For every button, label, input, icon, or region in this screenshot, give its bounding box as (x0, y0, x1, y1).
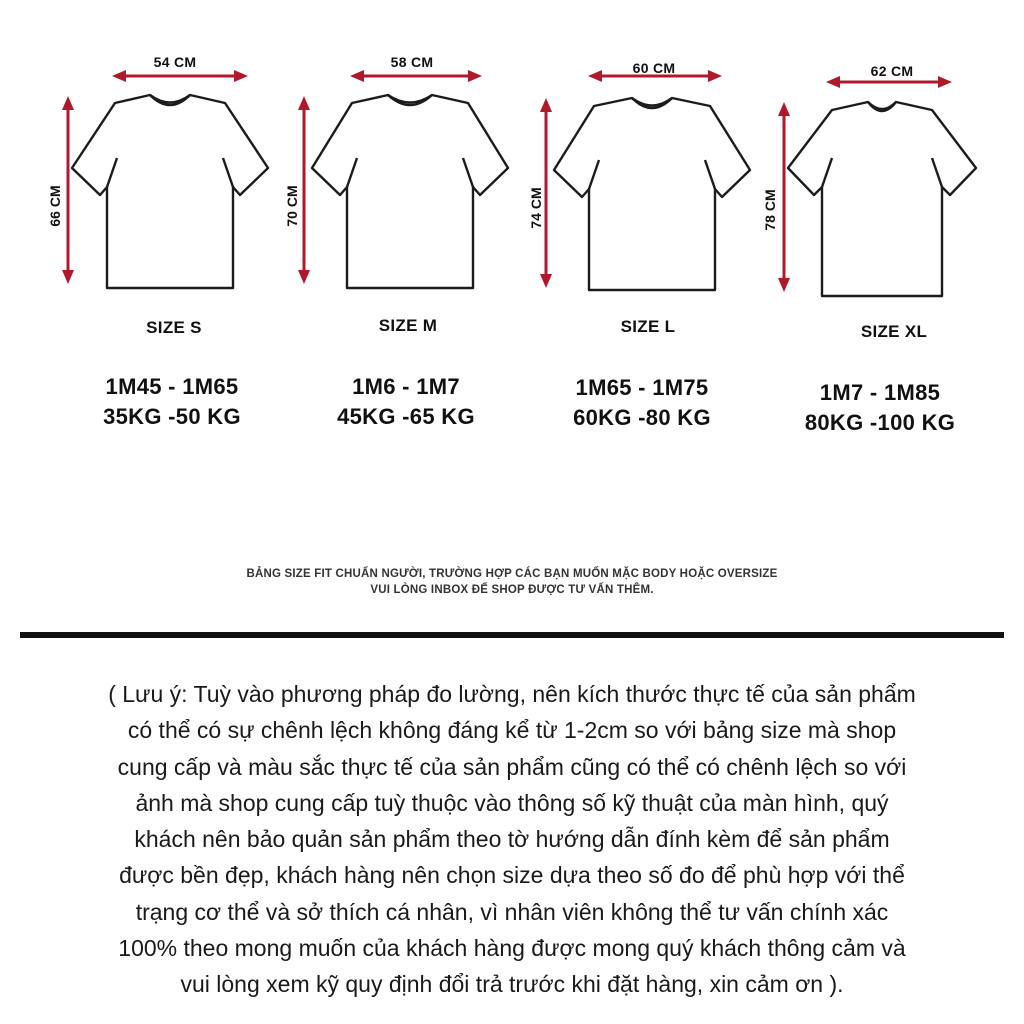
disclaimer-line: có thể có sự chênh lệch không đáng kể từ 1-2cm so với bảng size mà shop (127, 717, 897, 744)
length-arrow-head-bottom (62, 270, 74, 284)
size-card-s (40, 40, 290, 440)
disclaimer-line: được bền đẹp, khách hàng nên chọn size dựa theo số đo để phù hợp với thể (119, 862, 905, 889)
width-arrow-head-left (350, 70, 364, 82)
height-range: 1M45 - 1M65 (105, 374, 239, 399)
section-divider (20, 632, 1004, 638)
disclaimer-line: trạng cơ thể và sở thích cá nhân, vì nhân viên không thể tư vấn chính xác (135, 898, 889, 925)
tshirt-icon (312, 95, 508, 288)
size-spec (573, 373, 711, 433)
length-arrow-head-top (540, 98, 552, 112)
length-arrow-head-bottom (298, 270, 310, 284)
width-label: 60 CM (632, 60, 676, 76)
size-name: SIZE XL (860, 322, 928, 341)
height-range: 1M6 - 1M7 (352, 374, 460, 399)
width-arrow-head-right (708, 70, 722, 82)
tshirt-icon (72, 95, 268, 288)
size-card-xl (762, 40, 1012, 440)
width-arrow-head-right (234, 70, 248, 82)
size-spec (337, 372, 475, 432)
weight-range: 80KG -100 KG (804, 410, 956, 435)
length-label: 78 CM (762, 189, 778, 231)
disclaimer-text (40, 676, 984, 1003)
weight-range: 35KG -50 KG (103, 404, 241, 429)
size-card-m (280, 40, 530, 440)
length-arrow-head-bottom (540, 274, 552, 288)
width-label: 58 CM (390, 54, 434, 70)
size-name: SIZE S (146, 318, 202, 337)
size-spec (805, 378, 955, 438)
width-label: 54 CM (153, 54, 197, 70)
length-arrow-head-top (778, 102, 790, 116)
length-label: 66 CM (47, 185, 63, 227)
height-range: 1M65 - 1M75 (575, 375, 709, 400)
width-arrow-head-right (468, 70, 482, 82)
disclaimer-line: 100% theo mong muốn của khách hàng được mong quý khách thông cảm và (118, 935, 906, 962)
width-arrow-head-left (588, 70, 602, 82)
size-name: SIZE L (620, 317, 676, 336)
length-label: 74 CM (528, 187, 544, 229)
size-card-l (522, 40, 772, 440)
width-arrow-head-left (112, 70, 126, 82)
length-arrow-head-bottom (778, 278, 790, 292)
fit-note-line-2: VUI LÒNG INBOX ĐỂ SHOP ĐƯỢC TƯ VẤN THÊM. (370, 584, 654, 596)
disclaimer-line: ( Lưu ý: Tuỳ vào phương pháp đo lường, nên kích thước thực tế của sản phẩm (108, 681, 916, 707)
width-arrow-head-left (826, 76, 840, 88)
weight-range: 45KG -65 KG (337, 404, 475, 429)
weight-range: 60KG -80 KG (573, 405, 711, 430)
width-arrow-head-right (938, 76, 952, 88)
disclaimer-line: khách nên bảo quản sản phẩm theo tờ hướng dẫn đính kèm để sản phẩm (134, 826, 890, 853)
fit-note (0, 566, 1024, 598)
width-label: 62 CM (870, 63, 914, 79)
tshirt-icon (788, 102, 976, 296)
height-range: 1M7 - 1M85 (819, 380, 941, 405)
disclaimer-line: ảnh mà shop cung cấp tuỳ thuộc vào thông số kỹ thuật của màn hình, quý (135, 789, 889, 816)
fit-note-line-1: BẢNG SIZE FIT CHUẨN NGƯỜI, TRƯỜNG HỢP CÁC BẠN MUỐN MẶC BODY HOẶC OVERSIZE (246, 568, 778, 580)
disclaimer-line: cung cấp và màu sắc thực tế của sản phẩm cũng có thể có chênh lệch so với (117, 753, 907, 780)
length-label: 70 CM (284, 185, 300, 227)
length-arrow-head-top (298, 96, 310, 110)
disclaimer-line: vui lòng xem kỹ quy định đổi trả trước khi đặt hàng, xin cảm ơn ). (180, 971, 844, 998)
size-spec (103, 372, 241, 432)
tshirt-icon (554, 98, 750, 290)
size-name: SIZE M (378, 316, 438, 335)
length-arrow-head-top (62, 96, 74, 110)
